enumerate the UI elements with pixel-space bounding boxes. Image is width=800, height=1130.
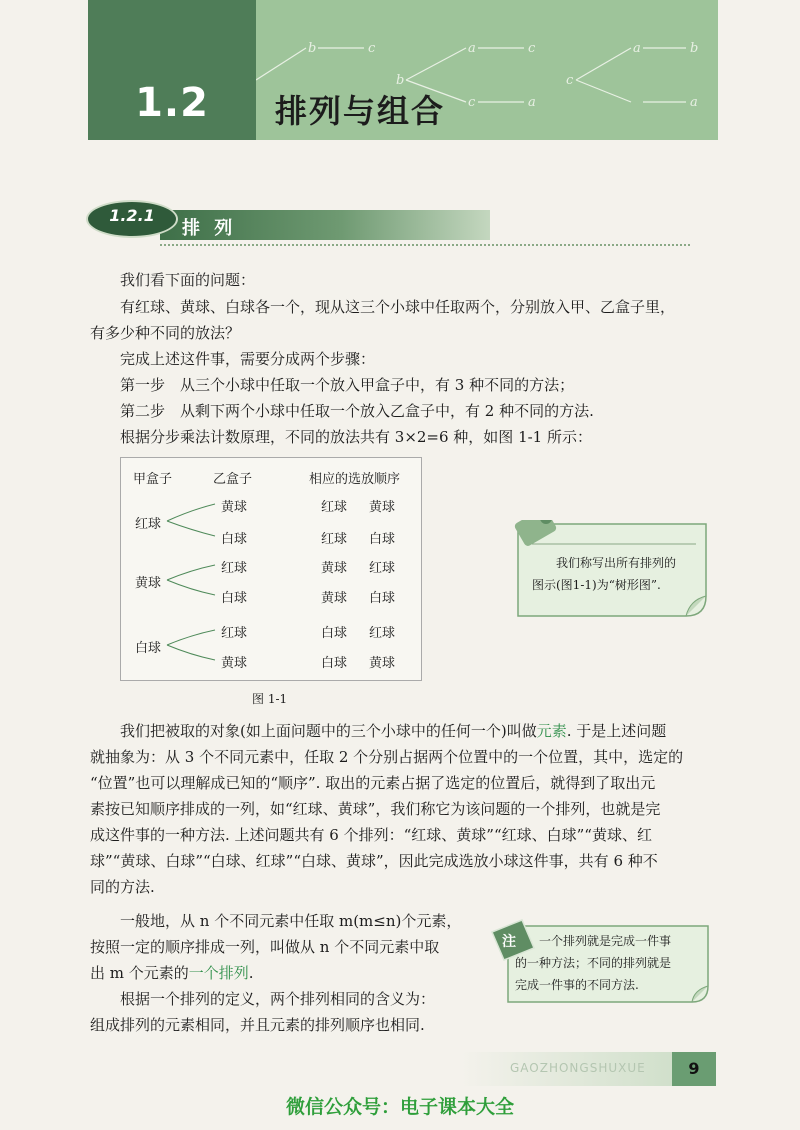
tree-label: b (690, 41, 699, 56)
note-text (515, 930, 705, 996)
first-box-item: 白球 (135, 641, 162, 656)
column-header: 乙盒子 (213, 472, 253, 487)
order-item: 黄球 (321, 591, 348, 606)
paragraph: 根据分步乘法计数原理，不同的放法共有 3×2=6 种，如图 1-1 所示： (120, 428, 592, 446)
second-box-item: 黄球 (221, 500, 248, 515)
text-run: . (248, 964, 254, 982)
note-badge: 注 (502, 934, 516, 950)
second-box-item: 白球 (221, 591, 248, 606)
order-item: 黄球 (321, 561, 348, 576)
order-item: 红球 (321, 500, 348, 515)
paragraph-line: 组成排列的元素相同，并且元素的排列顺序也相同. (90, 1016, 425, 1034)
margin-note-line: 我们称写出所有排列的 (556, 556, 677, 570)
watermark-text: 微信公众号：电子课本大全 (285, 1096, 514, 1118)
tree-label: a (633, 41, 641, 56)
order-item: 黄球 (369, 656, 396, 671)
order-item: 白球 (369, 532, 396, 547)
tree-label: c (368, 41, 376, 56)
order-item: 黄球 (369, 500, 396, 515)
paragraph-line: 成这件事的一种方法. 上述问题共有 6 个排列：“红球、黄球”“红球、白球”“黄球、红 (90, 826, 652, 844)
footer-series-text: GAOZHONGSHUXUE (510, 1061, 646, 1075)
note-line: 一个排列就是完成一件事 (539, 934, 672, 948)
tree-label: a (690, 95, 698, 110)
paragraph-line: 同的方法. (90, 878, 155, 896)
margin-note-text (532, 552, 702, 596)
first-box-item: 红球 (135, 517, 162, 532)
paragraph-line: 就抽象为：从 3 个不同元素中，任取 2 个分别占据两个位置中的一个位置，其中，选定的 (90, 748, 684, 766)
order-item: 白球 (321, 626, 348, 641)
paragraph-line: “位置”也可以理解成已知的“顺序”. 取出的元素占据了选定的位置后，就得到了取出元 (90, 774, 656, 792)
paragraph: 完成上述这件事，需要分成两个步骤： (120, 350, 376, 368)
column-header: 甲盒子 (133, 472, 173, 487)
paragraph: 第二步 从剩下两个小球中任取一个放入乙盒子中，有 2 种不同的方法. (120, 402, 594, 420)
tree-label: a (528, 95, 536, 110)
paragraph: 有红球、黄球、白球各一个，现从这三个小球中任取两个，分别放入甲、乙盒子里， (120, 298, 676, 316)
order-item: 红球 (369, 561, 396, 576)
order-item: 白球 (369, 591, 396, 606)
paragraph: 有多少种不同的放法？ (90, 324, 241, 342)
tree-label: c (468, 95, 476, 110)
text-run: 我们把被取的对象(如上面问题中的三个小球中的任何一个)叫做 (120, 722, 537, 740)
section-divider (160, 244, 690, 246)
paragraph: 我们看下面的问题： (120, 271, 256, 289)
paragraph (120, 718, 666, 744)
paragraph: 第一步 从三个小球中任取一个放入甲盒子中，有 3 种不同的方法； (120, 376, 575, 394)
note-line: 的一种方法；不同的排列就是 (515, 956, 672, 970)
second-box-item: 红球 (221, 626, 248, 641)
chapter-number: 1.2 (135, 80, 209, 126)
second-box-item: 红球 (221, 561, 248, 576)
margin-note-line: 图示(图1-1)为“树形图”. (532, 578, 661, 592)
order-item: 红球 (321, 532, 348, 547)
order-item: 红球 (369, 626, 396, 641)
text-run: 出 m 个元素的 (90, 964, 189, 982)
section-number: 1.2.1 (109, 206, 155, 225)
paragraph-line: 根据一个排列的定义，两个排列相同的含义为： (120, 990, 436, 1008)
order-item: 白球 (321, 656, 348, 671)
paragraph-line: 素按已知顺序排成的一列，如“红球、黄球”，我们称它为该问题的一个排列，也就是完 (90, 800, 661, 818)
figure-caption: 图 1-1 (252, 692, 288, 706)
definition-line: 一般地，从 n 个不同元素中任取 m(m≤n)个元素， (120, 912, 462, 930)
second-box-item: 黄球 (221, 656, 248, 671)
note-line: 完成一件事的不同方法. (515, 978, 639, 992)
tree-label: b (396, 73, 405, 88)
second-box-item: 白球 (221, 532, 248, 547)
tree-label: a (468, 41, 476, 56)
term-permutation: 一个排列 (188, 964, 249, 982)
page-number: 9 (672, 1052, 716, 1086)
tree-label: c (566, 73, 574, 88)
tree-diagram-figure (120, 457, 422, 681)
term-element: 元素 (536, 722, 567, 740)
tree-label: b (308, 41, 317, 56)
definition-line: 按照一定的顺序排成一列，叫做从 n 个不同元素中取 (90, 938, 440, 956)
paragraph-line: 球”“黄球、白球”“白球、红球”“白球、黄球”，因此完成选放小球这件事，共有 6 种不 (90, 852, 658, 870)
column-header: 相应的选放顺序 (309, 472, 401, 487)
section-title: 排 列 (182, 218, 237, 239)
chapter-title: 排列与组合 (275, 92, 446, 130)
definition-line (90, 960, 254, 986)
tree-label: c (528, 41, 536, 56)
text-run: . 于是上述问题 (566, 722, 667, 740)
first-box-item: 黄球 (135, 576, 162, 591)
